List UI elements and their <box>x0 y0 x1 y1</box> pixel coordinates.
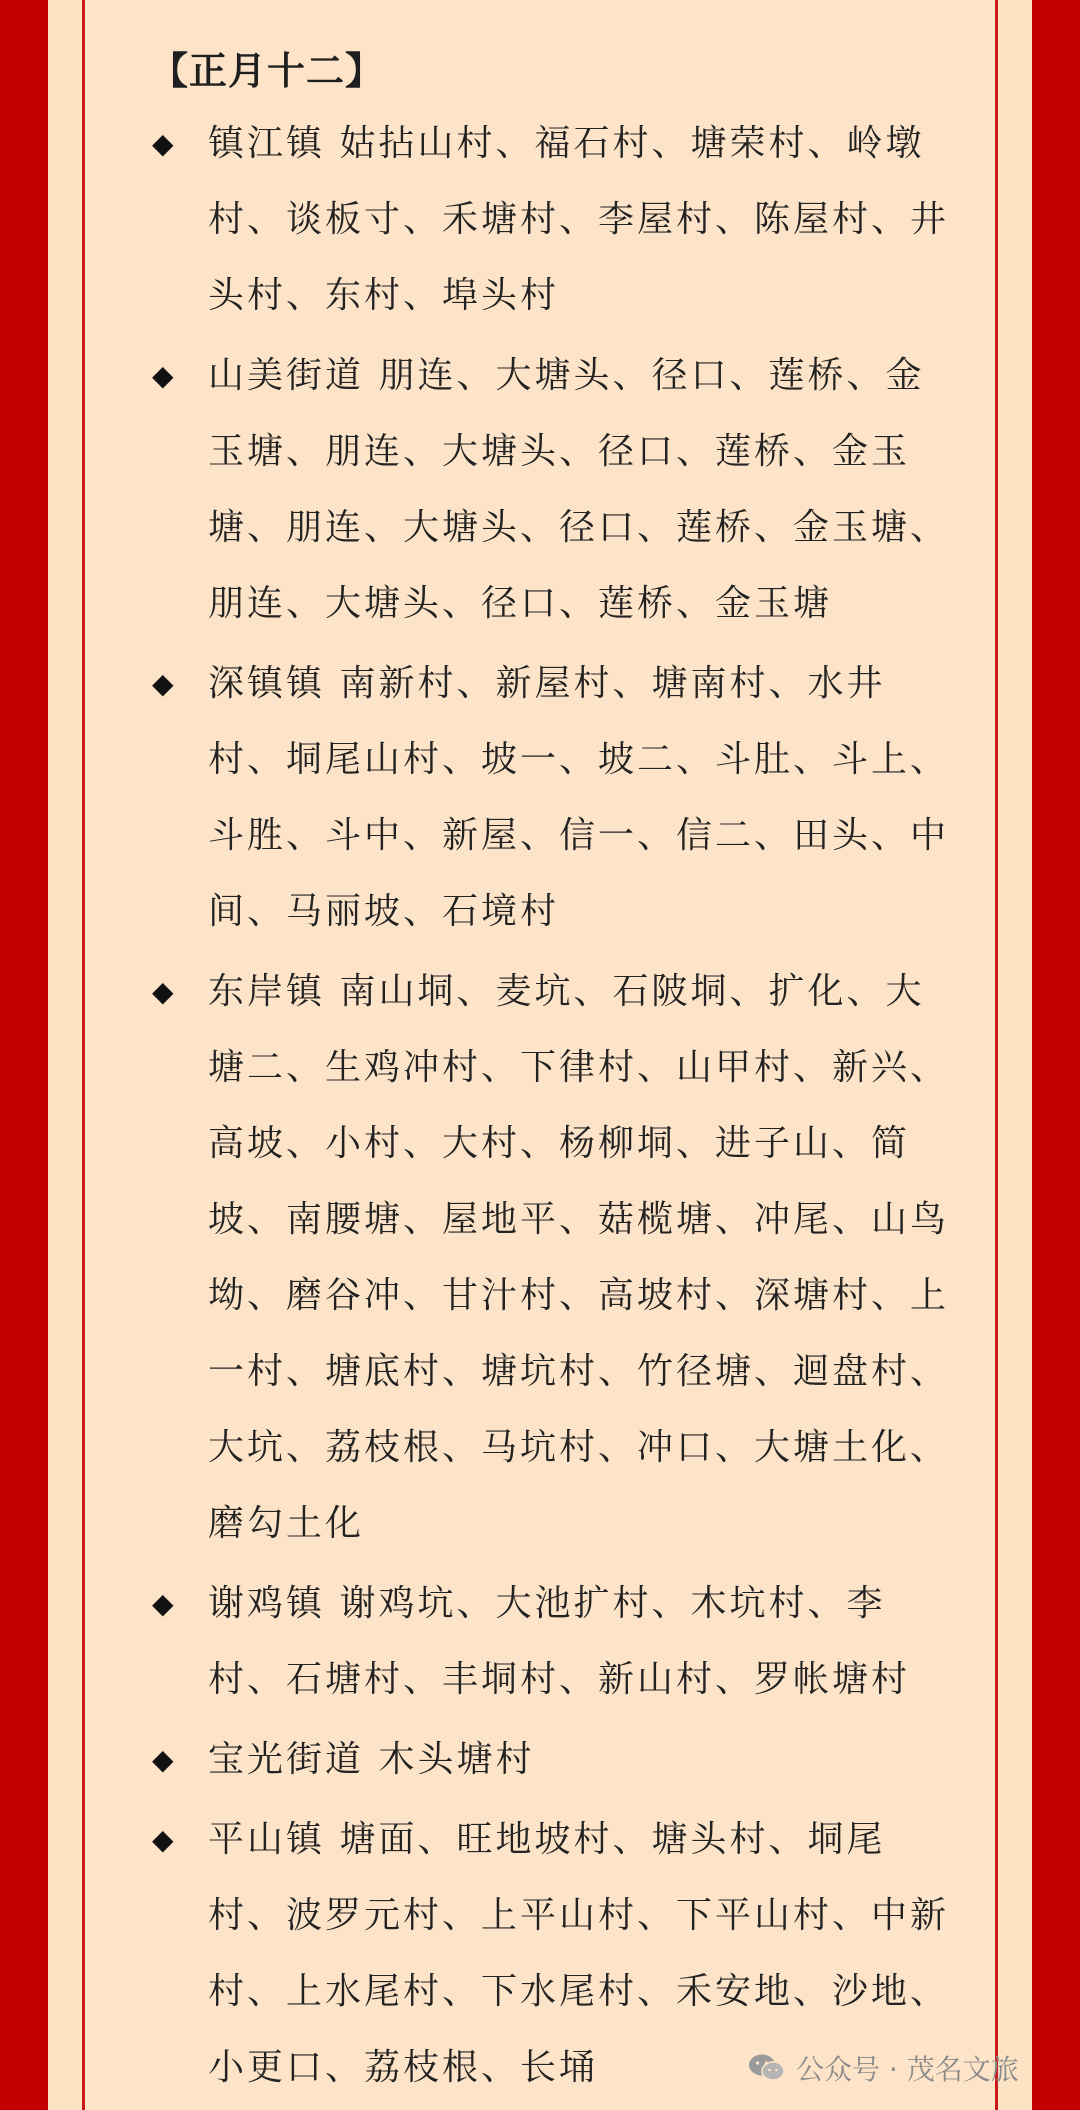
town-name: 镇江镇 <box>208 123 326 164</box>
wechat-icon <box>748 2053 786 2083</box>
watermark-text: 公众号 · 茂名文旅 <box>796 2053 1019 2086</box>
entry-text <box>208 338 950 642</box>
diamond-bullet-icon: ◆ <box>152 975 174 1008</box>
village-list: 塘面、旺地坡村、塘头村、垌尾村、波罗元村、上平山村、下平山村、中新村、上水尾村、下水尾村、禾安地、沙地、小更口、荔枝根、长埇 <box>208 1819 950 2088</box>
diamond-bullet-icon: ◆ <box>152 127 174 160</box>
village-list: 南山垌、麦坑、石陂垌、扩化、大塘二、生鸡冲村、下律村、山甲村、新兴、高坡、小村、大村、杨柳垌、进子山、简坡、南腰塘、屋地平、菇榄塘、冲尾、山鸟坳、磨谷冲、甘汁村、高坡村、深塘村、上一村、塘底村、塘坑村、竹径塘、迴盘村、大坑、荔枝根、马坑村、冲口、大塘土化、磨勾土化 <box>208 971 950 1544</box>
diamond-bullet-icon: ◆ <box>152 359 174 392</box>
section-heading: 【正月十二】 <box>150 49 385 93</box>
watermark <box>748 2048 1019 2088</box>
village-list: 姑拈山村、福石村、塘荣村、岭墩村、谈板寸、禾塘村、李屋村、陈屋村、井头村、东村、埠头村 <box>208 123 950 316</box>
left-cream-border <box>48 0 82 2110</box>
diamond-bullet-icon: ◆ <box>152 1823 174 1856</box>
schedule-content <box>150 40 950 2106</box>
village-list: 朋连、大塘头、径口、莲桥、金玉塘、朋连、大塘头、径口、莲桥、金玉塘、朋连、大塘头、径口、莲桥、金玉塘、朋连、大塘头、径口、莲桥、金玉塘 <box>208 355 950 624</box>
town-name: 宝光街道 <box>208 1739 365 1780</box>
entry-text <box>208 1566 950 1718</box>
list-item <box>150 1566 950 1718</box>
list-item <box>150 954 950 1562</box>
diamond-bullet-icon: ◆ <box>152 1743 174 1776</box>
entry-text <box>208 1722 950 1798</box>
entry-text <box>208 106 950 334</box>
town-name: 平山镇 <box>208 1819 326 1860</box>
diamond-bullet-icon: ◆ <box>152 667 174 700</box>
village-list: 南新村、新屋村、塘南村、水井村、垌尾山村、坡一、坡二、斗肚、斗上、斗胜、斗中、新屋、信一、信二、田头、中间、马丽坡、石境村 <box>208 663 950 932</box>
town-name: 东岸镇 <box>208 971 326 1012</box>
right-red-border <box>1032 0 1080 2110</box>
town-name: 谢鸡镇 <box>208 1583 326 1624</box>
left-red-border <box>0 0 48 2110</box>
entry-list <box>150 106 950 2106</box>
entry-text <box>208 646 950 950</box>
town-name: 山美街道 <box>208 355 365 396</box>
list-item <box>150 106 950 334</box>
town-name: 深镇镇 <box>208 663 326 704</box>
entry-text <box>208 954 950 1562</box>
list-item <box>150 646 950 950</box>
village-list: 木头塘村 <box>378 1739 535 1780</box>
village-list: 谢鸡坑、大池扩村、木坑村、李村、石塘村、丰垌村、新山村、罗帐塘村 <box>208 1583 911 1700</box>
diamond-bullet-icon: ◆ <box>152 1587 174 1620</box>
list-item <box>150 338 950 642</box>
right-cream-border <box>998 0 1032 2110</box>
list-item <box>150 1722 950 1798</box>
